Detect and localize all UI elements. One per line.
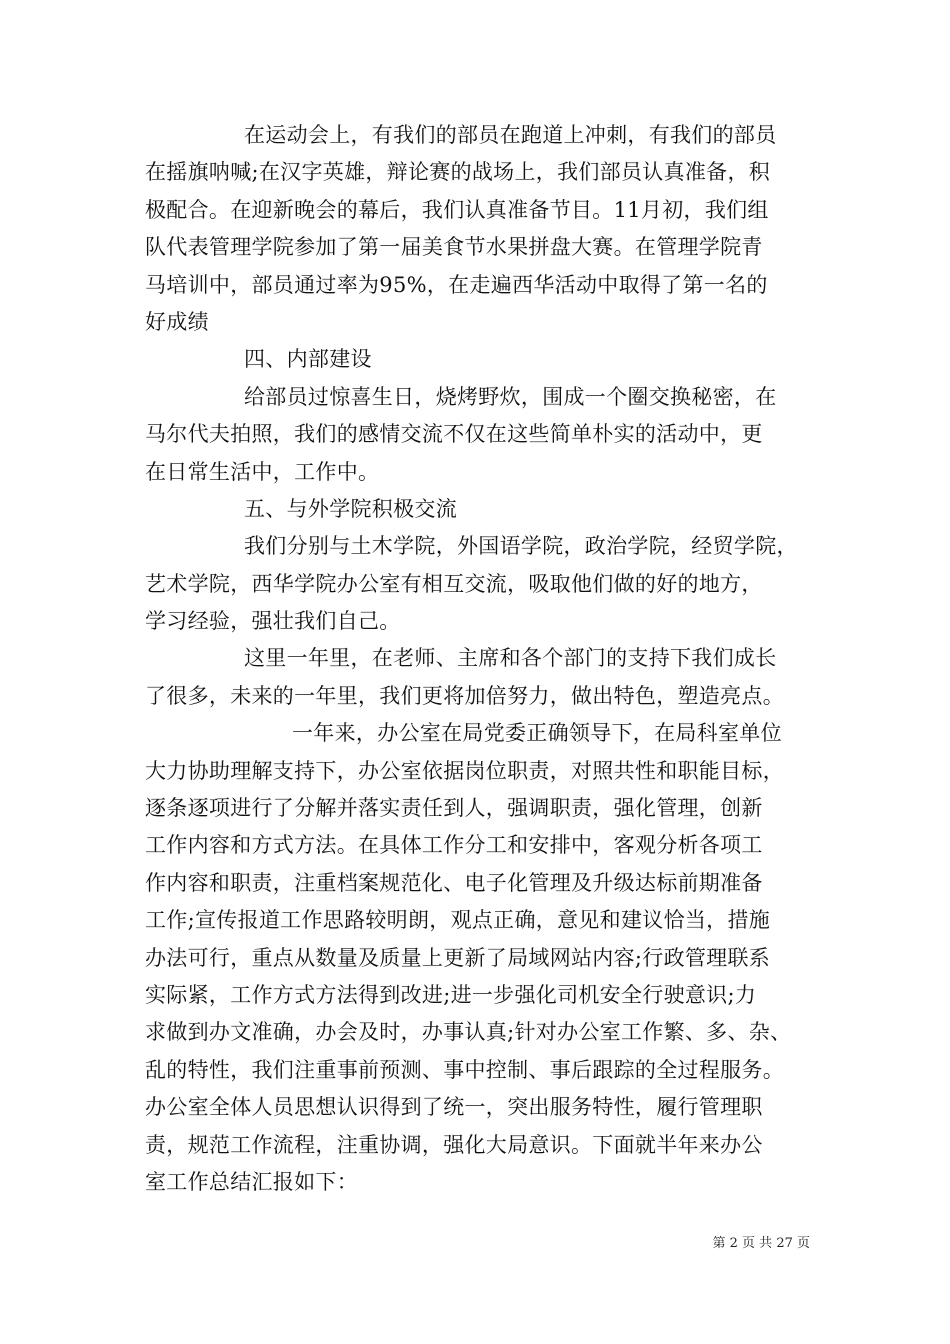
document-body (145, 117, 815, 1201)
text-line: 责，规范工作流程，注重协调，强化大局意识。下面就半年来办公 (145, 1132, 763, 1157)
section-heading: 四、内部建设 (244, 347, 372, 372)
page-number: 第 2 页 共 27 页 (712, 1236, 810, 1251)
text-line: 工作内容和方式方法。在具体工作分工和安排中，客观分析各项工 (145, 833, 763, 858)
text-line: 作内容和职责，注重档案规范化、电子化管理及升级达标前期准备 (145, 870, 763, 895)
text-line: 办法可行，重点从数量及质量上更新了局域网站内容;行政管理联系 (145, 945, 771, 970)
text-line: 大力协助理解支持下，办公室依据岗位职责，对照共性和职能目标， (145, 758, 784, 783)
text-line: 乱的特性，我们注重事前预测、事中控制、事后跟踪的全过程服务。 (145, 1057, 784, 1082)
text-line: 在运动会上，有我们的部员在跑道上冲刺，有我们的部员 (244, 123, 777, 147)
text-line: 这里一年里，在老师、主席和各个部门的支持下我们成长 (244, 646, 777, 671)
text-line: 艺术学院，西华学院办公室有相互交流，吸取他们做的好的地方， (145, 571, 763, 596)
text-line: 逐条逐项进行了分解并落实责任到人，强调职责，强化管理，创新 (145, 796, 763, 821)
text-line: 我们分别与土木学院，外国语学院，政治学院，经贸学院， (244, 534, 798, 559)
text-line: 给部员过惊喜生日，烧烤野炊，围成一个圈交换秘密，在 (244, 384, 777, 409)
text-line: 在摇旗呐喊;在汉字英雄，辩论赛的战场上，我们部员认真准备，积 (145, 160, 771, 185)
text-line: 马培训中，部员通过率为95%，在走遍西华活动中取得了第一名的 (145, 272, 768, 297)
text-line: 在日常生活中，工作中。 (145, 459, 380, 484)
text-line: 求做到办文准确，办会及时，办事认真;针对办公室工作繁、多、杂、 (145, 1020, 792, 1045)
text-line: 学习经验，强壮我们自己。 (145, 609, 401, 634)
text-line: 了很多，未来的一年里，我们更将加倍努力，做出特色，塑造亮点。 (145, 683, 784, 708)
text-line: 极配合。在迎新晚会的幕后，我们认真准备节目。11月初，我们组 (145, 197, 769, 222)
text-line: 办公室全体人员思想认识得到了统一，突出服务特性，履行管理职 (145, 1095, 763, 1120)
text-line: 好成绩 (145, 309, 209, 334)
text-line: 室工作总结汇报如下： (145, 1169, 358, 1194)
text-line: 队代表管理学院参加了第一届美食节水果拼盘大赛。在管理学院青 (145, 235, 763, 260)
text-line: 一年来，办公室在局党委正确领导下，在局科室单位 (292, 721, 782, 746)
text-line: 工作;宣传报道工作思路较明朗，观点正确，意见和建议恰当，措施 (145, 908, 771, 933)
section-heading: 五、与外学院积极交流 (244, 496, 457, 521)
text-line: 马尔代夫拍照，我们的感情交流不仅在这些简单朴实的活动中，更 (145, 422, 763, 447)
text-line: 实际紧，工作方式方法得到改进;进一步强化司机安全行驶意识;力 (145, 982, 757, 1007)
